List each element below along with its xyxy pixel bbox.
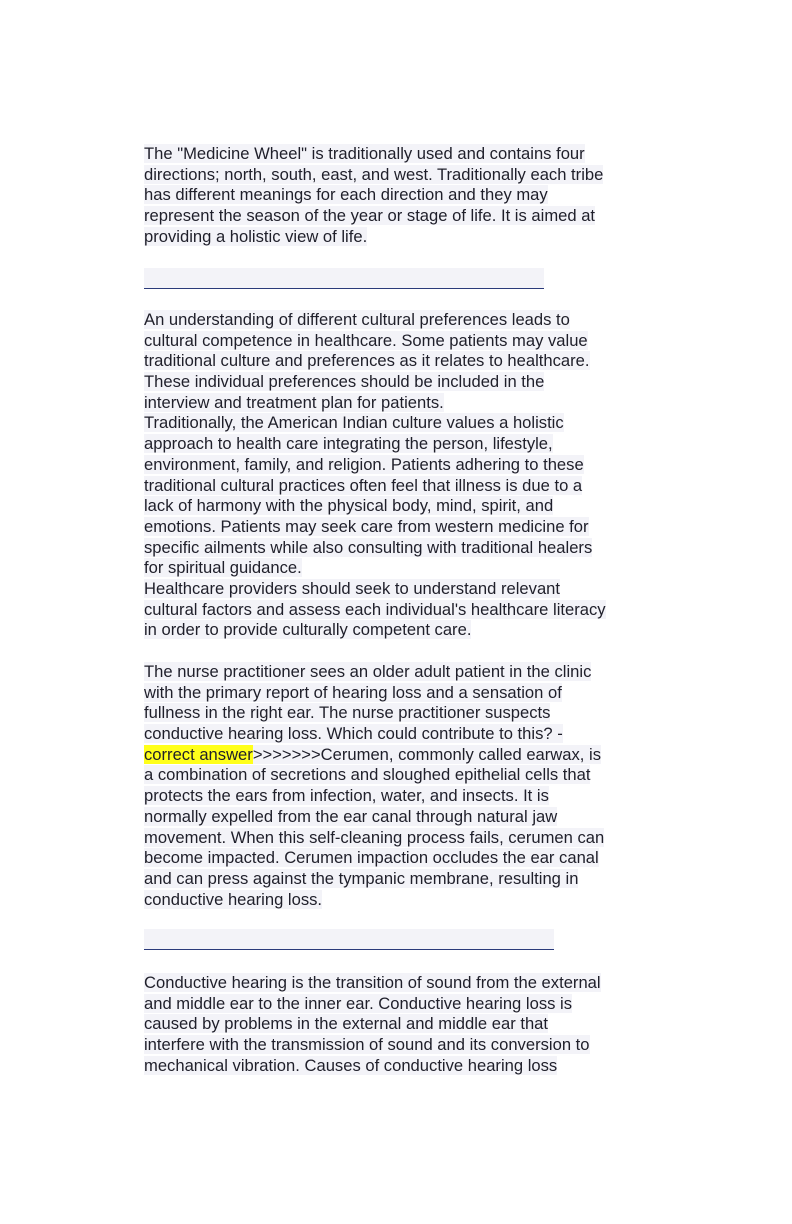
text-line: Traditionally, the American Indian culture values a holistic xyxy=(144,413,564,433)
text-line: providing a holistic view of life. xyxy=(144,226,368,246)
text-line: movement. When this self-cleaning process fails, cerumen can xyxy=(144,827,605,847)
text-line: a combination of secretions and sloughed epithelial cells that xyxy=(144,765,591,785)
text-line: specific ailments while also consulting with traditional healers xyxy=(144,537,593,557)
text-line: protects the ears from infection, water, and insects. It is xyxy=(144,786,549,806)
cultural-competence-paragraph xyxy=(144,310,650,641)
text-line: cultural factors and assess each individual's healthcare literacy xyxy=(144,599,606,619)
separator-line xyxy=(144,268,544,289)
text-line: directions; north, south, east, and west. Traditionally each tribe xyxy=(144,164,604,184)
text-line: and can press against the tympanic membrane, resulting in xyxy=(144,868,579,888)
text-line: represent the season of the year or stage of life. It is aimed at xyxy=(144,206,596,226)
text-line: conductive hearing loss. xyxy=(144,889,323,909)
text-line: has different meanings for each direction and they may xyxy=(144,185,548,205)
text-line: Conductive hearing is the transition of sound from the external xyxy=(144,973,601,992)
text-line: interview and treatment plan for patients. xyxy=(144,392,444,412)
text-line: These individual preferences should be included in the xyxy=(144,372,545,392)
text-line: approach to health care integrating the person, lifestyle, xyxy=(144,434,553,454)
text-line: and middle ear to the inner ear. Conductive hearing loss is xyxy=(144,993,573,1013)
conductive-hearing-paragraph xyxy=(144,973,650,1076)
correct-answer-highlight: correct answer xyxy=(144,744,253,764)
text-line: environment, family, and religion. Patients adhering to these xyxy=(144,454,584,474)
separator-line xyxy=(144,929,554,950)
text-line: traditional cultural practices often feel that illness is due to a xyxy=(144,475,583,495)
text-line: traditional culture and preferences as it relates to healthcare. xyxy=(144,351,590,371)
text-line: in order to provide culturally competent care. xyxy=(144,620,472,640)
text-line: normally expelled from the ear canal through natural jaw xyxy=(144,806,558,826)
text-line: emotions. Patients may seek care from western medicine for xyxy=(144,516,589,536)
text-line: The nurse practitioner sees an older adult patient in the clinic xyxy=(144,662,592,681)
text-line: with the primary report of hearing loss and a sensation of xyxy=(144,682,562,702)
text-line: interfere with the transmission of sound and its conversion to xyxy=(144,1035,590,1055)
text-line: become impacted. Cerumen impaction occludes the ear canal xyxy=(144,848,599,868)
answer-line: correct answer>>>>>>>Cerumen, commonly called earwax, is xyxy=(144,744,602,764)
text-line: The "Medicine Wheel" is traditionally used and contains four xyxy=(144,144,585,163)
hearing-loss-question xyxy=(144,662,650,910)
text-line: lack of harmony with the physical body, mind, spirit, and xyxy=(144,496,554,516)
text-line: An understanding of different cultural preferences leads to xyxy=(144,310,570,329)
medicine-wheel-paragraph xyxy=(144,144,650,247)
text-line: mechanical vibration. Causes of conductive hearing loss xyxy=(144,1055,558,1075)
text-line: cultural competence in healthcare. Some patients may value xyxy=(144,330,588,350)
text-line: caused by problems in the external and middle ear that xyxy=(144,1014,549,1034)
text-line: fullness in the right ear. The nurse practitioner suspects xyxy=(144,703,551,723)
text-line: for spiritual guidance. xyxy=(144,558,302,578)
text-line: conductive hearing loss. Which could contribute to this? - xyxy=(144,724,563,744)
text-line: Healthcare providers should seek to understand relevant xyxy=(144,578,561,598)
